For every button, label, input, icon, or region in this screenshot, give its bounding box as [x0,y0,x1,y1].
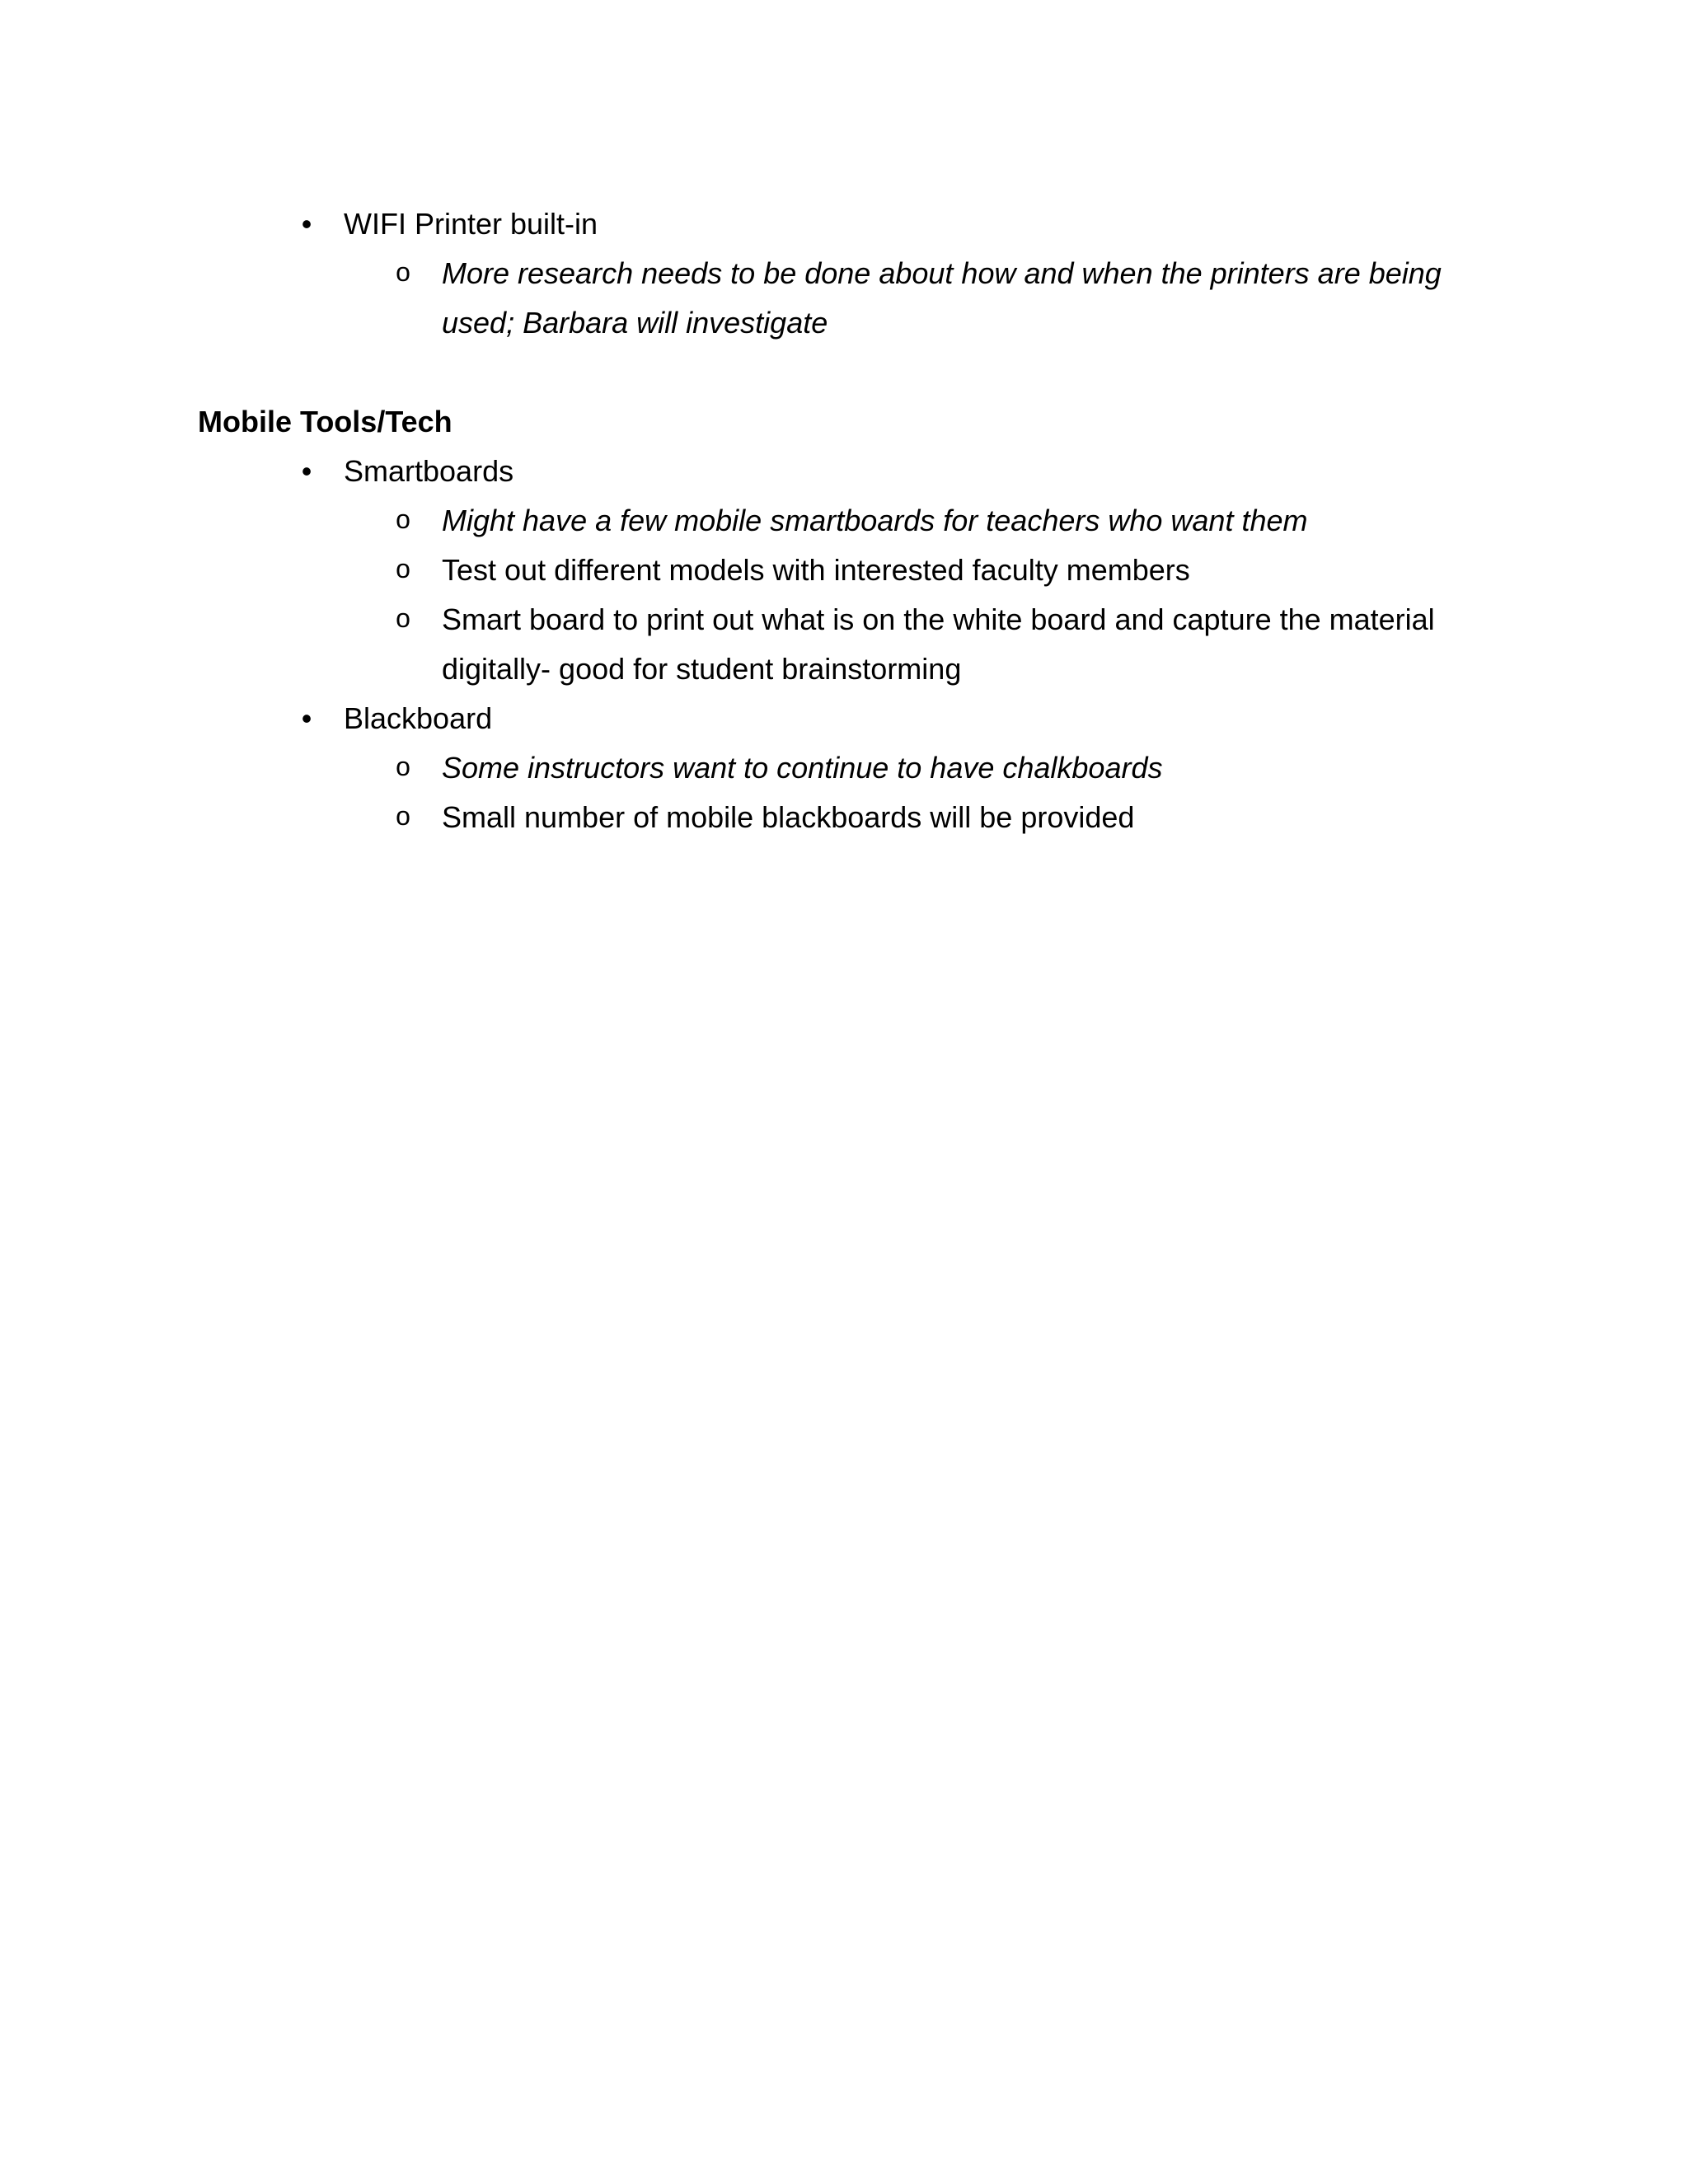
bullet-marker: • [301,701,312,735]
printer-list [198,199,1484,348]
sub-item-text: Small number of mobile blackboards will be provided [442,800,1135,834]
section-heading: Mobile Tools/Tech [198,405,452,438]
sub-bullet-marker: o [396,257,410,287]
sub-bullet-marker: o [396,801,410,831]
sub-item-text: Some instructors want to continue to have chalkboards [442,751,1163,785]
list-item-wifi-printer [198,199,1484,348]
sub-item-text: Smart board to print out what is on the white board and capture the material digitally- good for student brainstorming [442,602,1435,686]
list-item-label: Blackboard [344,701,493,735]
list-item-label: Smartboards [344,454,514,488]
sub-bullet-marker: o [396,504,410,534]
sub-list [344,496,1484,694]
sub-item [198,546,1484,595]
sub-item-text: More research needs to be done about how and when the printers are being used; Barbara will investigate [442,256,1442,340]
list-item-label: WIFI Printer built-in [344,207,598,241]
sub-list [344,743,1484,842]
sub-item [198,595,1484,694]
list-item-smartboards [198,447,1484,694]
mobile-tools-list [198,447,1484,842]
sub-item-text: Test out different models with interested faculty members [442,553,1190,587]
sub-item [198,249,1484,348]
sub-list [344,249,1484,348]
bullet-marker: • [301,454,312,488]
sub-item [198,743,1484,793]
sub-item [198,496,1484,546]
sub-bullet-marker: o [396,752,410,781]
document-content [198,199,1484,842]
sub-bullet-marker: o [396,554,410,583]
bullet-marker: • [301,207,312,241]
sub-item [198,793,1484,842]
list-item-blackboard [198,694,1484,842]
sub-item-text: Might have a few mobile smartboards for teachers who want them [442,504,1308,537]
sub-bullet-marker: o [396,603,410,633]
